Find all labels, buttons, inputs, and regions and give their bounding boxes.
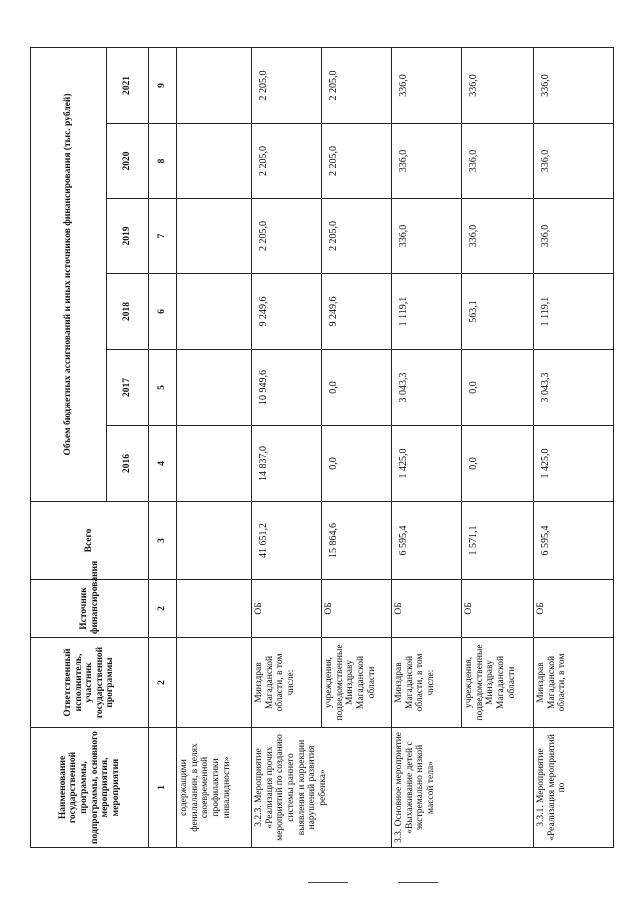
row-source: ОБ (462, 580, 534, 638)
row-value: 336,0 (392, 48, 462, 124)
row-responsible: учреждения, подведомственные Минздраву Магаданской области (322, 638, 392, 728)
table-row (392, 48, 462, 848)
row-value: 1 119,1 (392, 274, 462, 350)
row-value: 9 249,6 (322, 274, 392, 350)
row-value (177, 426, 252, 502)
row-total: 41 651,2 (252, 502, 322, 580)
index-cell: 8 (149, 124, 177, 199)
row-source: ОБ (322, 580, 392, 638)
row-value: 2 205,0 (252, 124, 322, 199)
row-value (177, 199, 252, 274)
index-row (149, 48, 177, 848)
index-cell: 1 (149, 728, 177, 848)
row-value: 9 249,6 (252, 274, 322, 350)
header-year: 2019 (107, 199, 149, 274)
index-cell: 3 (149, 502, 177, 580)
index-cell: 4 (149, 426, 177, 502)
row-responsible: учреждения, подведомственные Минздраву Магаданской области (462, 638, 534, 728)
row-value: 0,0 (322, 426, 392, 502)
header-year: 2016 (107, 426, 149, 502)
header-name: Наименование государственной программы, подпрограммы, основного мероприятия, мероприятия (31, 728, 149, 848)
index-cell: 9 (149, 48, 177, 124)
row-value (177, 350, 252, 426)
row-value: 336,0 (392, 124, 462, 199)
row-value: 1 425,0 (534, 426, 614, 502)
row-value: 3 043,3 (392, 350, 462, 426)
header-year: 2020 (107, 124, 149, 199)
row-value: 336,0 (534, 124, 614, 199)
header-responsible: Ответственный исполнитель, участник государственной программы (31, 638, 149, 728)
index-cell: 2 (149, 580, 177, 638)
index-cell: 5 (149, 350, 177, 426)
row-source: ОБ (252, 580, 322, 638)
row-value: 3 043,3 (534, 350, 614, 426)
index-cell: 6 (149, 274, 177, 350)
footer-divider (398, 882, 438, 883)
row-value: 336,0 (534, 199, 614, 274)
row-value: 2 205,0 (322, 124, 392, 199)
row-total: 15 864,6 (322, 502, 392, 580)
row-value: 2 205,0 (252, 199, 322, 274)
row-value: 2 205,0 (252, 48, 322, 124)
row-value: 336,0 (462, 48, 534, 124)
header-total: Всего (31, 502, 149, 580)
row-responsible (177, 638, 252, 728)
table-row (534, 48, 614, 848)
row-responsible: Минздрав Магаданской области, в том числе: (392, 638, 462, 728)
row-value: 10 949,6 (252, 350, 322, 426)
header-year: 2021 (107, 48, 149, 124)
row-value: 1 425,0 (392, 426, 462, 502)
row-value: 1 119,1 (534, 274, 614, 350)
row-value: 563,1 (462, 274, 534, 350)
row-value: 336,0 (534, 48, 614, 124)
row-value (177, 48, 252, 124)
row-name: 3.3.1. Мероприятие «Реализация мероприятий по (534, 728, 614, 848)
table-row (252, 48, 322, 848)
row-source: ОБ (392, 580, 462, 638)
row-name: содержащими фенилаланин, в целях своевременной профилактики инвалидности» (177, 728, 252, 848)
row-value: 336,0 (462, 199, 534, 274)
row-value: 2 205,0 (322, 48, 392, 124)
row-total: 1 571,1 (462, 502, 534, 580)
row-total (177, 502, 252, 580)
row-source: ОБ (534, 580, 614, 638)
rotated-table-container (30, 48, 613, 848)
row-value (177, 274, 252, 350)
row-value: 336,0 (392, 199, 462, 274)
header-year: 2018 (107, 274, 149, 350)
table-row (177, 48, 252, 848)
row-source (177, 580, 252, 638)
row-total: 6 595,4 (392, 502, 462, 580)
row-value: 0,0 (462, 350, 534, 426)
row-total: 6 595,4 (534, 502, 614, 580)
index-cell: 7 (149, 199, 177, 274)
row-value: 0,0 (322, 350, 392, 426)
row-value: 2 205,0 (322, 199, 392, 274)
row-name: 3.3. Основное мероприятие «Выхаживание детей с экстремально низкой массой тела» (392, 728, 534, 848)
header-volume: Объем бюджетных ассигнований и иных источников финансирования (тыс. рублей) (31, 48, 107, 502)
row-name: 3.2.3. Мероприятие «Реализация прочих мероприятий по созданию системы раннего выявления и коррекции нарушений развития ребенка» (252, 728, 392, 848)
footer-divider (308, 882, 348, 883)
row-value: 0,0 (462, 426, 534, 502)
row-responsible: Минздрав Магаданской области, в том (534, 638, 614, 728)
row-value (177, 124, 252, 199)
index-cell: 2 (149, 638, 177, 728)
row-value: 336,0 (462, 124, 534, 199)
header-source: Источник финансирования (31, 580, 149, 638)
financing-table (30, 47, 614, 848)
header-year: 2017 (107, 350, 149, 426)
row-responsible: Минздрав Магаданской области, в том числе: (252, 638, 322, 728)
row-value: 14 837,0 (252, 426, 322, 502)
